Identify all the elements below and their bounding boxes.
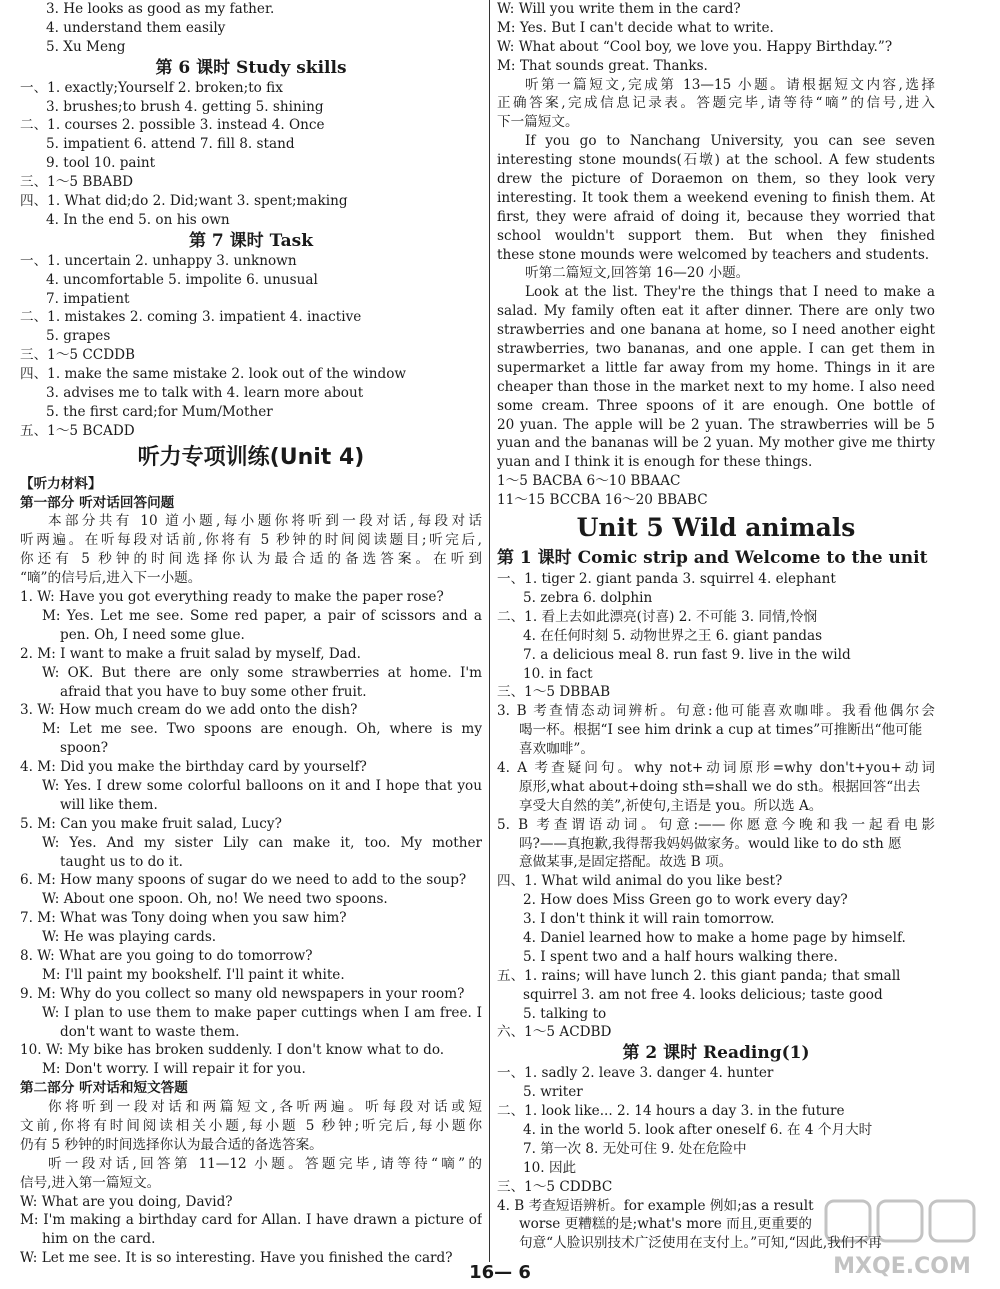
text-line: 5. B 考查谓语动词。句意:——你愿意今晚和我一起看电影: [497, 816, 935, 833]
page-number: 16— 6: [469, 1262, 531, 1283]
text-line: W: Will you write them in the card?: [497, 1, 741, 17]
text-line: 四、1. What did;do 2. Did;want 3. spent;making: [20, 193, 348, 210]
text-line: 5. impatient 6. attend 7. fill 8. stand: [46, 136, 295, 153]
text-line: Look at the list. They're the things that I need to make a: [525, 284, 935, 301]
text-line: 句意“人脸识别技术广泛使用在支付上。”可知,“因此,我们不再: [519, 1235, 882, 1252]
text-line: 5. grapes: [46, 328, 111, 345]
text-line: yuan and the bananas will be 2 yuan. My mother give me thirty: [497, 435, 935, 452]
text-line: 第二部分 听对话和短文答题: [20, 1080, 188, 1097]
text-line: first, they were afraid of doing it, because they worried that: [497, 208, 935, 225]
text-line: school wouldn't support them. But when they finished: [497, 227, 935, 244]
text-line: 信号,进入第一篇短文。: [20, 1174, 161, 1191]
text-line: 你将听到一段对话和两篇短文,各听两遍。听每段对话或短: [48, 1099, 482, 1116]
text-line: 五、1～5 BCADD: [20, 422, 135, 439]
text-line: 喝一杯。根据“I see him drink a cup at times”可推断出“他可能: [519, 722, 923, 739]
text-line: M: I'll paint my bookshelf. I'll paint it white.: [42, 966, 345, 983]
text-line: 3. brushes;to brush 4. getting 5. shining: [46, 98, 324, 115]
text-line: 二、1. mistakes 2. coming 3. impatient 4. inactive: [20, 309, 362, 326]
text-line: 2. M: I want to make a fruit salad by myself, Dad.: [20, 645, 361, 662]
text-line: 【听力材料】: [20, 475, 102, 492]
text-line: 三、1～5 CDDBC: [497, 1178, 613, 1195]
text-line: 3. W: How much cream do we add onto the dish?: [20, 702, 358, 719]
text-line: drew the picture of Doraemon on them, so they look very: [497, 171, 935, 188]
text-line: 四、1. make the same mistake 2. look out of the window: [20, 366, 407, 383]
text-line: 4. uncomfortable 5. impolite 6. unusual: [46, 271, 318, 288]
svg-text:MXQE.COM: MXQE.COM: [833, 1254, 971, 1279]
text-line: will like them.: [60, 796, 158, 813]
section-heading: 听力专项训练(Unit 4): [137, 444, 365, 470]
text-line: worse 更糟糕的是;what's more 而且,更重要的: [519, 1216, 813, 1233]
text-line: some cream. Three spoons of it are enough. One bottle of: [497, 397, 935, 414]
text-line: don't want to waste them.: [60, 1023, 240, 1040]
text-line: M: Yes. But I can't decide what to write.: [497, 19, 774, 36]
text-line: 三、1～5 DBBAB: [497, 684, 611, 701]
section-heading: 第 6 课时 Study skills: [155, 57, 347, 78]
section-heading: 第 1 课时 Comic strip and Welcome to the unit: [497, 548, 928, 569]
text-line: 3. I don't think it will rain tomorrow.: [523, 911, 775, 928]
text-line: strawberries, two bananas, and one apple. I can get them in: [497, 341, 935, 358]
text-line: 10. 因此: [523, 1159, 577, 1176]
text-line: 1～5 BACBA 6～10 BBAAC: [497, 473, 681, 490]
text-line: 三、1～5 BBABD: [20, 174, 134, 191]
text-line: 二、1. courses 2. possible 3. instead 4. Once: [20, 117, 325, 134]
text-line: 听第一篇短文,完成第 13—15 小题。请根据短文内容,选择: [525, 76, 935, 93]
text-line: 你还有 5 秒钟的时间选择你认为最合适的备选答案。在听到: [20, 551, 482, 568]
text-line: 5. talking to: [523, 1005, 607, 1022]
text-line: 4. Daniel learned how to make a home page by himself.: [523, 929, 906, 946]
text-line: 二、1. look like... 2. 14 hours a day 3. in the future: [497, 1103, 845, 1120]
text-line: 5. Xu Meng: [46, 38, 126, 55]
text-line: W: Let me see. It is so interesting. Have you finished the card?: [20, 1250, 453, 1267]
text-line: M: I'm making a birthday card for Allan. I have drawn a picture of: [20, 1212, 482, 1229]
text-line: W: What about “Cool boy, we love you. Happy Birthday.”?: [497, 38, 893, 55]
text-line: taught us to do it.: [60, 853, 183, 870]
text-line: W: About one spoon. Oh, no! We need two spoons.: [42, 891, 388, 908]
text-line: pen. Oh, I need some glue.: [60, 626, 245, 643]
text-line: 5. writer: [523, 1084, 583, 1101]
text-line: 原形,what about+doing sth=shall we do sth。根据回答“出去: [519, 778, 921, 795]
column-divider: [489, 0, 490, 1262]
text-line: afraid that you have to buy some other fruit.: [60, 683, 367, 700]
text-line: 2. How does Miss Green go to work every day?: [523, 892, 848, 909]
text-line: yuan and I think it is enough for these things.: [497, 454, 813, 471]
text-line: 六、1～5 ACDBD: [497, 1024, 612, 1041]
text-line: 8. W: What are you going to do tomorrow?: [20, 947, 313, 964]
text-line: 四、1. What wild animal do you like best?: [497, 873, 783, 890]
section-heading: 第 7 课时 Task: [189, 230, 313, 251]
right-column: [497, 0, 935, 1253]
text-line: spoon?: [60, 740, 109, 757]
text-line: 听两遍。在听每段对话前,你将有 5 秒钟的时间阅读题目;听完后,: [20, 532, 482, 549]
text-line: 3. B 考查情态动词辨析。句意:他可能喜欢咖啡。我看他偶尔会: [497, 703, 935, 720]
text-line: salad. My family often eat it after dinner. There are only two: [497, 303, 935, 320]
text-line: 下一篇短文。: [497, 114, 579, 131]
text-line: 4. M: Did you make the birthday card by yourself?: [20, 759, 367, 776]
text-line: supermarket a little far away from my home. Things in it are: [497, 359, 935, 376]
text-line: 7. impatient: [46, 290, 130, 307]
text-line: 5. the first card;for Mum/Mother: [46, 403, 273, 420]
text-line: 7. M: What was Tony doing when you saw him?: [20, 910, 347, 927]
text-line: W: He was playing cards.: [42, 929, 217, 946]
text-line: W: OK. But there are only some strawberries at home. I'm: [42, 664, 482, 681]
text-line: 5. zebra 6. dolphin: [523, 589, 653, 606]
text-line: 11～15 BCCBA 16～20 BBABC: [497, 492, 708, 509]
text-line: W: Yes. I drew some colorful balloons on it and I hope that you: [42, 777, 482, 794]
text-line: 10. in fact: [523, 665, 593, 682]
text-line: 一、1. tiger 2. giant panda 3. squirrel 4. elephant: [497, 571, 836, 588]
text-line: 5. M: Can you make fruit salad, Lucy?: [20, 815, 282, 832]
text-line: 3. He looks as good as my father.: [46, 1, 275, 17]
text-line: 第一部分 听对话回答问题: [20, 494, 175, 511]
text-line: 吗?——真抱歉,我得帮我妈妈做家务。would like to do sth 愿: [519, 835, 902, 852]
text-line: 7. 第一次 8. 无处可住 9. 处在危险中: [523, 1140, 747, 1157]
text-line: M: That sounds great. Thanks.: [497, 57, 708, 74]
text-line: M: Yes. Let me see. Some red paper, a pair of scissors and a: [42, 607, 482, 624]
text-line: 5. I spent two and a half hours walking there.: [523, 948, 838, 965]
text-line: cheaper than those in the market next to my home. I also need: [497, 378, 935, 395]
text-line: 听第二篇短文,回答第 16—20 小题。: [525, 265, 750, 282]
text-line: 7. a delicious meal 8. run fast 9. live in the wild: [523, 646, 851, 663]
section-heading: Unit 5 Wild animals: [576, 513, 856, 543]
text-line: 喜欢咖啡”。: [519, 741, 594, 758]
text-line: these stone mounds were welcomed by teachers and students.: [497, 246, 930, 263]
text-line: 4. 在任何时刻 5. 动物世界之王 6. giant pandas: [523, 627, 823, 644]
text-line: squirrel 3. am not free 4. looks delicious; taste good: [523, 986, 883, 1003]
text-line: 享受大自然的美”,祈使句,主语是 you。所以选 A。: [519, 797, 823, 814]
text-line: 文前,你将有时间阅读相关小题,每小题 5 秒钟;听完后,每小题你: [20, 1117, 482, 1134]
text-line: W: What are you doing, David?: [20, 1193, 233, 1210]
text-line: him on the card.: [42, 1231, 156, 1248]
text-line: 仍有 5 秒钟的时间选择你认为最合适的备选答案。: [20, 1136, 323, 1153]
text-line: 4. understand them easily: [46, 19, 226, 36]
text-line: 意做某事,是固定搭配。故选 B 项。: [519, 854, 733, 871]
text-line: 3. advises me to talk with 4. learn more about: [46, 385, 364, 402]
text-line: 本部分共有 10 道小题,每小题你将听到一段对话,每段对话: [48, 513, 482, 530]
text-line: 三、1～5 CCDDB: [20, 347, 135, 364]
text-line: M: Don't worry. I will repair it for you.: [42, 1061, 306, 1078]
watermark-logo: [822, 1195, 982, 1283]
text-line: 一、1. sadly 2. leave 3. danger 4. hunter: [497, 1065, 774, 1082]
text-line: 4. in the world 5. look after oneself 6. 在 4 个月大时: [523, 1121, 873, 1138]
text-line: 4. In the end 5. on his own: [46, 211, 230, 228]
text-line: W: Yes. And my sister Lily can make it, too. My mother: [42, 834, 482, 851]
text-line: M: Let me see. Two spoons are enough. Oh, where is my: [42, 721, 482, 738]
text-line: 一、1. exactly;Yourself 2. broken;to fix: [20, 79, 283, 96]
text-line: “嘀”的信号后,进入下一小题。: [20, 570, 202, 587]
text-line: 二、1. 看上去如此漂亮(讨喜) 2. 不可能 3. 同情,怜悯: [497, 608, 818, 625]
text-line: interesting. It took them a weekend evening to finish them. At: [497, 189, 935, 206]
left-column: [20, 0, 482, 1268]
text-line: 4. A 考查疑问句。why not+动词原形=why don't+you+动词: [497, 759, 935, 776]
text-line: W: I plan to use them to make paper cuttings when I am free. I: [42, 1004, 482, 1021]
text-line: 20 yuan. The apple will be 2 yuan. The strawberries will be 5: [497, 416, 935, 433]
text-line: 听一段对话,回答第 11—12 小题。答题完毕,请等待“嘀”的: [48, 1155, 482, 1172]
text-line: If you go to Nanchang University, you can see seven: [525, 133, 935, 150]
text-line: 9. M: Why do you collect so many old newspapers in your room?: [20, 985, 465, 1002]
text-line: 正确答案,完成信息记录表。答题完毕,请等待“嘀”的信号,进入: [497, 95, 935, 112]
text-line: strawberries and one banana at home, so I need another eight: [497, 322, 935, 339]
text-line: 1. W: Have you got everything ready to make the paper rose?: [20, 589, 444, 606]
section-heading: 第 2 课时 Reading(1): [622, 1043, 810, 1064]
text-line: 9. tool 10. paint: [46, 155, 156, 172]
text-line: 10. W: My bike has broken suddenly. I don't know what to do.: [20, 1042, 445, 1059]
text-line: 五、1. rains; will have lunch 2. this giant panda; that small: [497, 967, 901, 984]
text-line: interesting stone mounds(石墩) at the school. A few students: [497, 152, 935, 169]
text-line: 4. B 考查短语辨析。for example 例如;as a result: [497, 1197, 814, 1214]
text-line: 6. M: How many spoons of sugar do we need to add to the soup?: [20, 872, 467, 889]
text-line: 一、1. uncertain 2. unhappy 3. unknown: [20, 252, 297, 269]
